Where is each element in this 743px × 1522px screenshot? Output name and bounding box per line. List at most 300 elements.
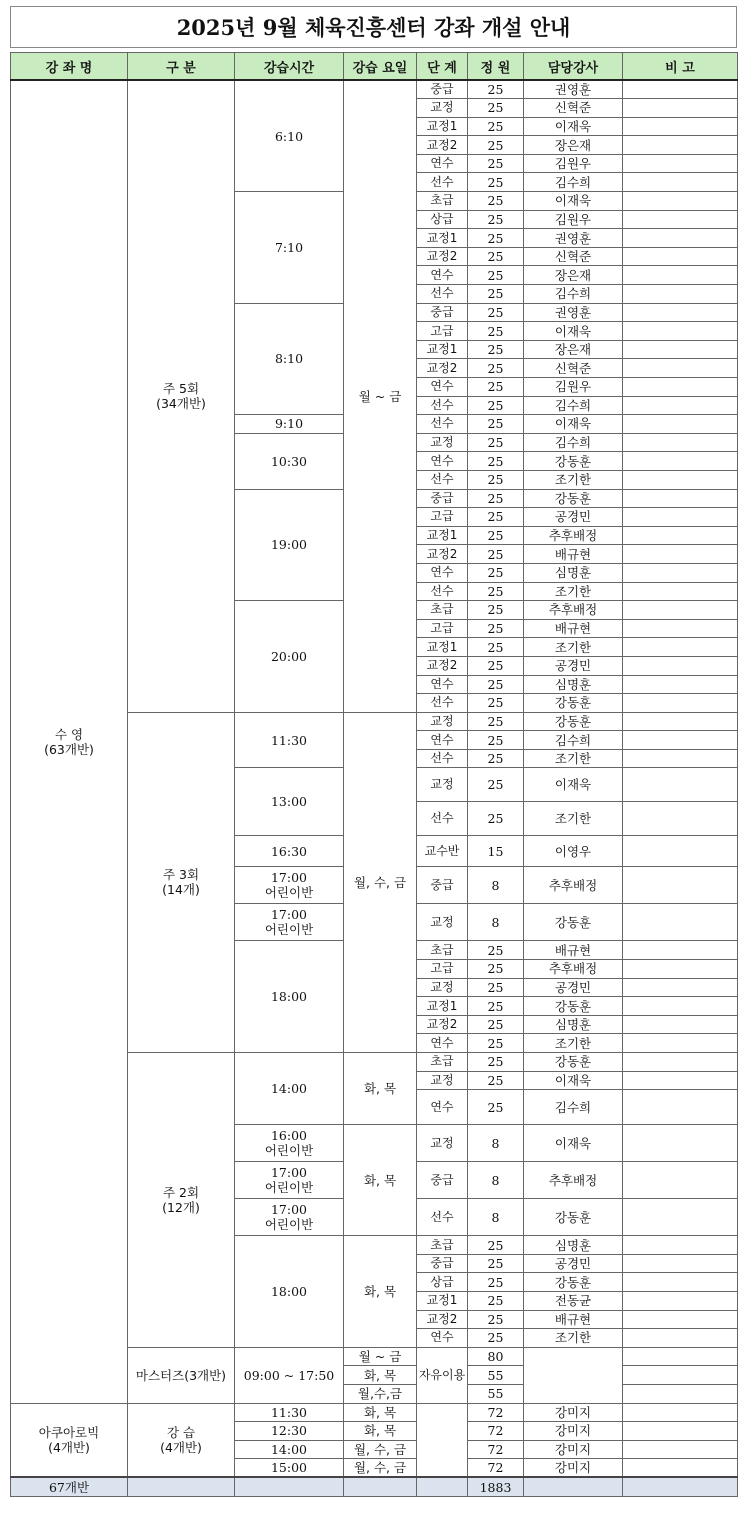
capacity-cell: 25 bbox=[468, 1034, 524, 1053]
level-cell: 교정 bbox=[417, 433, 468, 452]
level-cell: 선수 bbox=[417, 802, 468, 836]
note-cell bbox=[623, 904, 738, 941]
level-cell: 교정1 bbox=[417, 229, 468, 248]
time-cell: 17:00 어린이반 bbox=[235, 1162, 344, 1199]
note-cell bbox=[623, 1366, 738, 1385]
instructor-cell: 김수희 bbox=[524, 1090, 623, 1125]
note-cell bbox=[623, 1015, 738, 1034]
note-cell bbox=[623, 489, 738, 508]
instructor-cell: 강미지 bbox=[524, 1422, 623, 1441]
day-cell: 월,수,금 bbox=[344, 1384, 417, 1403]
time-cell: 7:10 bbox=[235, 192, 344, 304]
time-cell: 16:00 어린이반 bbox=[235, 1125, 344, 1162]
time-cell: 9:10 bbox=[235, 415, 344, 434]
time-cell: 12:30 bbox=[235, 1422, 344, 1441]
total-row bbox=[11, 1477, 738, 1496]
level-cell: 중급 bbox=[417, 489, 468, 508]
note-cell bbox=[623, 978, 738, 997]
note-cell bbox=[623, 601, 738, 620]
level-cell: 교정 bbox=[417, 1071, 468, 1090]
capacity-cell: 25 bbox=[468, 1090, 524, 1125]
capacity-cell: 72 bbox=[468, 1403, 524, 1422]
capacity-cell: 25 bbox=[468, 638, 524, 657]
capacity-cell: 25 bbox=[468, 656, 524, 675]
note-cell bbox=[623, 941, 738, 960]
instructor-cell: 심명훈 bbox=[524, 563, 623, 582]
level-cell: 교정 bbox=[417, 904, 468, 941]
instructor-cell: 공경민 bbox=[524, 1254, 623, 1273]
capacity-cell: 25 bbox=[468, 154, 524, 173]
day-cell: 월 ~ 금 bbox=[344, 80, 417, 712]
empty-cell bbox=[417, 1477, 468, 1496]
instructor-cell: 김수희 bbox=[524, 173, 623, 192]
note-cell bbox=[623, 749, 738, 768]
capacity-cell: 25 bbox=[468, 978, 524, 997]
capacity-cell: 25 bbox=[468, 601, 524, 620]
note-cell bbox=[623, 1125, 738, 1162]
instructor-cell: 권영훈 bbox=[524, 303, 623, 322]
time-cell: 20:00 bbox=[235, 601, 344, 713]
instructor-cell: 이재욱 bbox=[524, 1125, 623, 1162]
level-cell: 교정 bbox=[417, 99, 468, 118]
capacity-cell: 25 bbox=[468, 619, 524, 638]
note-cell bbox=[623, 247, 738, 266]
note-cell bbox=[623, 1459, 738, 1478]
instructor-cell: 강동훈 bbox=[524, 489, 623, 508]
day-cell: 월 ~ 금 bbox=[344, 1347, 417, 1366]
note-cell bbox=[623, 229, 738, 248]
class-schedule-table bbox=[10, 52, 738, 1497]
level-cell: 교수반 bbox=[417, 836, 468, 867]
note-cell bbox=[623, 1403, 738, 1422]
course-type-cell: 주 2회 (12개) bbox=[128, 1053, 235, 1348]
capacity-cell: 25 bbox=[468, 433, 524, 452]
note-cell bbox=[623, 1254, 738, 1273]
instructor-cell: 김수희 bbox=[524, 433, 623, 452]
level-cell: 초급 bbox=[417, 941, 468, 960]
note-cell bbox=[623, 802, 738, 836]
capacity-cell: 25 bbox=[468, 489, 524, 508]
instructor-cell: 강동훈 bbox=[524, 997, 623, 1016]
level-cell: 교정2 bbox=[417, 247, 468, 266]
instructor-cell: 조기한 bbox=[524, 470, 623, 489]
level-cell: 중급 bbox=[417, 867, 468, 904]
level-cell: 교정2 bbox=[417, 1310, 468, 1329]
time-cell: 17:00 어린이반 bbox=[235, 867, 344, 904]
instructor-cell: 강동훈 bbox=[524, 1273, 623, 1292]
level-cell: 초급 bbox=[417, 601, 468, 620]
time-cell: 18:00 bbox=[235, 1236, 344, 1348]
capacity-cell: 25 bbox=[468, 941, 524, 960]
instructor-cell: 배규현 bbox=[524, 1310, 623, 1329]
capacity-cell: 25 bbox=[468, 1053, 524, 1072]
level-cell: 교정1 bbox=[417, 117, 468, 136]
instructor-cell: 이재욱 bbox=[524, 768, 623, 802]
time-cell: 15:00 bbox=[235, 1459, 344, 1478]
note-cell bbox=[623, 1071, 738, 1090]
instructor-cell: 강동훈 bbox=[524, 904, 623, 941]
note-cell bbox=[623, 731, 738, 750]
instructor-cell: 조기한 bbox=[524, 582, 623, 601]
level-cell: 연수 bbox=[417, 563, 468, 582]
note-cell bbox=[623, 675, 738, 694]
capacity-cell: 25 bbox=[468, 582, 524, 601]
column-header: 비 고 bbox=[623, 53, 738, 81]
instructor-cell: 권영훈 bbox=[524, 229, 623, 248]
table-row bbox=[11, 80, 738, 99]
instructor-cell: 추후배정 bbox=[524, 960, 623, 979]
instructor-cell: 전동균 bbox=[524, 1292, 623, 1311]
capacity-cell: 25 bbox=[468, 1273, 524, 1292]
note-cell bbox=[623, 322, 738, 341]
empty-cell bbox=[524, 1477, 623, 1496]
instructor-cell: 이재욱 bbox=[524, 192, 623, 211]
note-cell bbox=[623, 582, 738, 601]
time-cell: 19:00 bbox=[235, 489, 344, 601]
capacity-cell: 25 bbox=[468, 749, 524, 768]
note-cell bbox=[623, 415, 738, 434]
level-cell: 중급 bbox=[417, 1162, 468, 1199]
instructor-cell: 배규현 bbox=[524, 941, 623, 960]
capacity-cell: 8 bbox=[468, 867, 524, 904]
level-cell: 연수 bbox=[417, 1329, 468, 1348]
capacity-cell: 25 bbox=[468, 1292, 524, 1311]
column-header: 정 원 bbox=[468, 53, 524, 81]
level-cell: 교정2 bbox=[417, 545, 468, 564]
capacity-cell: 25 bbox=[468, 712, 524, 731]
instructor-cell: 강미지 bbox=[524, 1459, 623, 1478]
level-cell: 교정2 bbox=[417, 1015, 468, 1034]
capacity-cell: 25 bbox=[468, 731, 524, 750]
capacity-cell: 15 bbox=[468, 836, 524, 867]
level-cell: 중급 bbox=[417, 303, 468, 322]
instructor-cell: 김수희 bbox=[524, 731, 623, 750]
instructor-cell: 김수희 bbox=[524, 285, 623, 304]
note-cell bbox=[623, 1034, 738, 1053]
instructor-cell: 이영우 bbox=[524, 836, 623, 867]
instructor-cell: 심명훈 bbox=[524, 1236, 623, 1255]
note-cell bbox=[623, 768, 738, 802]
capacity-cell: 25 bbox=[468, 768, 524, 802]
note-cell bbox=[623, 1329, 738, 1348]
instructor-cell: 김수희 bbox=[524, 396, 623, 415]
instructor-cell: 배규현 bbox=[524, 619, 623, 638]
note-cell bbox=[623, 266, 738, 285]
instructor-cell: 권영훈 bbox=[524, 80, 623, 99]
level-cell: 초급 bbox=[417, 1053, 468, 1072]
level-cell: 중급 bbox=[417, 80, 468, 99]
note-cell bbox=[623, 1440, 738, 1459]
column-header: 강습시간 bbox=[235, 53, 344, 81]
instructor-cell: 강미지 bbox=[524, 1403, 623, 1422]
instructor-cell: 추후배정 bbox=[524, 867, 623, 904]
course-type-cell: 마스터즈(3개반) bbox=[128, 1347, 235, 1403]
note-cell bbox=[623, 1292, 738, 1311]
level-cell: 선수 bbox=[417, 173, 468, 192]
level-cell: 선수 bbox=[417, 396, 468, 415]
level-cell: 교정2 bbox=[417, 136, 468, 155]
level-cell: 교정2 bbox=[417, 359, 468, 378]
level-cell: 교정1 bbox=[417, 526, 468, 545]
note-cell bbox=[623, 136, 738, 155]
time-cell: 14:00 bbox=[235, 1053, 344, 1125]
note-cell bbox=[623, 1090, 738, 1125]
level-cell: 초급 bbox=[417, 1236, 468, 1255]
instructor-cell: 장은재 bbox=[524, 136, 623, 155]
level-cell: 교정 bbox=[417, 712, 468, 731]
instructor-cell: 조기한 bbox=[524, 638, 623, 657]
note-cell bbox=[623, 1384, 738, 1403]
note-cell bbox=[623, 359, 738, 378]
capacity-cell: 55 bbox=[468, 1384, 524, 1403]
capacity-cell: 72 bbox=[468, 1422, 524, 1441]
note-cell bbox=[623, 619, 738, 638]
note-cell bbox=[623, 997, 738, 1016]
level-cell: 교정 bbox=[417, 978, 468, 997]
time-cell: 09:00 ~ 17:50 bbox=[235, 1347, 344, 1403]
note-cell bbox=[623, 210, 738, 229]
capacity-cell: 72 bbox=[468, 1440, 524, 1459]
instructor-cell: 장은재 bbox=[524, 266, 623, 285]
instructor-cell: 추후배정 bbox=[524, 1162, 623, 1199]
instructor-cell: 이재욱 bbox=[524, 322, 623, 341]
instructor-cell: 강동훈 bbox=[524, 452, 623, 471]
capacity-cell: 8 bbox=[468, 1125, 524, 1162]
level-cell: 고급 bbox=[417, 322, 468, 341]
note-cell bbox=[623, 285, 738, 304]
capacity-cell: 25 bbox=[468, 415, 524, 434]
level-cell: 자유이용 bbox=[417, 1347, 468, 1403]
course-type-cell: 주 3회 (14개) bbox=[128, 712, 235, 1052]
time-cell: 10:30 bbox=[235, 433, 344, 489]
note-cell bbox=[623, 1347, 738, 1366]
note-cell bbox=[623, 638, 738, 657]
note-cell bbox=[623, 192, 738, 211]
capacity-cell: 25 bbox=[468, 960, 524, 979]
time-cell: 13:00 bbox=[235, 768, 344, 836]
instructor-cell: 조기한 bbox=[524, 1329, 623, 1348]
instructor-cell: 추후배정 bbox=[524, 601, 623, 620]
course-type-cell: 주 5회 (34개반) bbox=[128, 80, 235, 712]
level-cell: 중급 bbox=[417, 1254, 468, 1273]
capacity-cell: 25 bbox=[468, 1015, 524, 1034]
note-cell bbox=[623, 173, 738, 192]
capacity-cell: 25 bbox=[468, 359, 524, 378]
capacity-cell: 80 bbox=[468, 1347, 524, 1366]
capacity-cell: 25 bbox=[468, 694, 524, 713]
instructor-cell: 신혁준 bbox=[524, 247, 623, 266]
note-cell bbox=[623, 340, 738, 359]
capacity-cell: 25 bbox=[468, 1254, 524, 1273]
level-cell: 교정 bbox=[417, 1125, 468, 1162]
instructor-cell bbox=[524, 1347, 623, 1403]
table-row bbox=[11, 1403, 738, 1422]
capacity-cell: 8 bbox=[468, 1199, 524, 1236]
note-cell bbox=[623, 1236, 738, 1255]
capacity-cell: 25 bbox=[468, 266, 524, 285]
course-name-cell: 아쿠아로빅 (4개반) bbox=[11, 1403, 128, 1477]
instructor-cell: 공경민 bbox=[524, 978, 623, 997]
instructor-cell: 심명훈 bbox=[524, 675, 623, 694]
instructor-cell: 추후배정 bbox=[524, 526, 623, 545]
level-cell: 선수 bbox=[417, 694, 468, 713]
capacity-cell: 25 bbox=[468, 675, 524, 694]
note-cell bbox=[623, 303, 738, 322]
note-cell bbox=[623, 526, 738, 545]
note-cell bbox=[623, 396, 738, 415]
instructor-cell: 신혁준 bbox=[524, 99, 623, 118]
note-cell bbox=[623, 867, 738, 904]
instructor-cell: 이재욱 bbox=[524, 117, 623, 136]
note-cell bbox=[623, 80, 738, 99]
capacity-cell: 25 bbox=[468, 117, 524, 136]
day-cell: 월, 수, 금 bbox=[344, 712, 417, 1052]
level-cell: 연수 bbox=[417, 1034, 468, 1053]
note-cell bbox=[623, 563, 738, 582]
note-cell bbox=[623, 960, 738, 979]
instructor-cell: 김원우 bbox=[524, 154, 623, 173]
level-cell: 고급 bbox=[417, 508, 468, 527]
note-cell bbox=[623, 1422, 738, 1441]
course-type-cell: 강 습 (4개반) bbox=[128, 1403, 235, 1477]
level-cell: 연수 bbox=[417, 154, 468, 173]
level-cell: 교정1 bbox=[417, 340, 468, 359]
day-cell: 화, 목 bbox=[344, 1236, 417, 1348]
capacity-cell: 25 bbox=[468, 210, 524, 229]
level-cell: 선수 bbox=[417, 470, 468, 489]
instructor-cell: 김원우 bbox=[524, 210, 623, 229]
capacity-cell: 25 bbox=[468, 802, 524, 836]
note-cell bbox=[623, 470, 738, 489]
capacity-cell: 25 bbox=[468, 1071, 524, 1090]
instructor-cell: 공경민 bbox=[524, 508, 623, 527]
instructor-cell: 강동훈 bbox=[524, 694, 623, 713]
capacity-cell: 25 bbox=[468, 545, 524, 564]
capacity-cell: 25 bbox=[468, 1310, 524, 1329]
column-header: 담당강사 bbox=[524, 53, 623, 81]
capacity-cell: 25 bbox=[468, 322, 524, 341]
instructor-cell: 조기한 bbox=[524, 802, 623, 836]
time-cell: 6:10 bbox=[235, 80, 344, 192]
instructor-cell: 강동훈 bbox=[524, 1053, 623, 1072]
instructor-cell: 심명훈 bbox=[524, 1015, 623, 1034]
capacity-cell: 55 bbox=[468, 1366, 524, 1385]
note-cell bbox=[623, 712, 738, 731]
note-cell bbox=[623, 508, 738, 527]
note-cell bbox=[623, 836, 738, 867]
time-cell: 14:00 bbox=[235, 1440, 344, 1459]
note-cell bbox=[623, 1199, 738, 1236]
level-cell: 선수 bbox=[417, 285, 468, 304]
capacity-cell: 8 bbox=[468, 904, 524, 941]
page-title: 2025년 9월 체육진흥센터 강좌 개설 안내 bbox=[10, 6, 737, 48]
note-cell bbox=[623, 433, 738, 452]
level-cell: 선수 bbox=[417, 749, 468, 768]
capacity-cell: 8 bbox=[468, 1162, 524, 1199]
day-cell: 화, 목 bbox=[344, 1403, 417, 1422]
instructor-cell: 이재욱 bbox=[524, 415, 623, 434]
note-cell bbox=[623, 378, 738, 397]
time-cell: 11:30 bbox=[235, 712, 344, 768]
note-cell bbox=[623, 117, 738, 136]
level-cell: 교정1 bbox=[417, 638, 468, 657]
level-cell: 연수 bbox=[417, 675, 468, 694]
total-classes-cell: 67개반 bbox=[11, 1477, 128, 1496]
day-cell: 월, 수, 금 bbox=[344, 1440, 417, 1459]
time-cell: 17:00 어린이반 bbox=[235, 1199, 344, 1236]
empty-cell bbox=[128, 1477, 235, 1496]
empty-cell bbox=[623, 1477, 738, 1496]
note-cell bbox=[623, 545, 738, 564]
column-header: 강습 요일 bbox=[344, 53, 417, 81]
note-cell bbox=[623, 1053, 738, 1072]
capacity-cell: 25 bbox=[468, 173, 524, 192]
time-cell: 17:00 어린이반 bbox=[235, 904, 344, 941]
level-cell bbox=[417, 1403, 468, 1477]
instructor-cell: 공경민 bbox=[524, 656, 623, 675]
instructor-cell: 신혁준 bbox=[524, 359, 623, 378]
column-header: 단 계 bbox=[417, 53, 468, 81]
time-cell: 18:00 bbox=[235, 941, 344, 1053]
capacity-cell: 25 bbox=[468, 80, 524, 99]
level-cell: 고급 bbox=[417, 960, 468, 979]
level-cell: 선수 bbox=[417, 582, 468, 601]
capacity-cell: 25 bbox=[468, 229, 524, 248]
level-cell: 선수 bbox=[417, 415, 468, 434]
total-capacity-cell: 1883 bbox=[468, 1477, 524, 1496]
capacity-cell: 25 bbox=[468, 340, 524, 359]
note-cell bbox=[623, 452, 738, 471]
note-cell bbox=[623, 1310, 738, 1329]
level-cell: 연수 bbox=[417, 1090, 468, 1125]
capacity-cell: 25 bbox=[468, 136, 524, 155]
level-cell: 초급 bbox=[417, 192, 468, 211]
instructor-cell: 배규현 bbox=[524, 545, 623, 564]
column-header: 강 좌 명 bbox=[11, 53, 128, 81]
day-cell: 화, 목 bbox=[344, 1125, 417, 1236]
capacity-cell: 25 bbox=[468, 378, 524, 397]
capacity-cell: 25 bbox=[468, 563, 524, 582]
note-cell bbox=[623, 694, 738, 713]
table-header-row bbox=[11, 53, 738, 81]
capacity-cell: 25 bbox=[468, 247, 524, 266]
note-cell bbox=[623, 1273, 738, 1292]
capacity-cell: 25 bbox=[468, 1236, 524, 1255]
level-cell: 고급 bbox=[417, 619, 468, 638]
level-cell: 연수 bbox=[417, 266, 468, 285]
day-cell: 화, 목 bbox=[344, 1422, 417, 1441]
column-header: 구 분 bbox=[128, 53, 235, 81]
capacity-cell: 25 bbox=[468, 303, 524, 322]
level-cell: 교정1 bbox=[417, 1292, 468, 1311]
time-cell: 11:30 bbox=[235, 1403, 344, 1422]
instructor-cell: 조기한 bbox=[524, 1034, 623, 1053]
capacity-cell: 25 bbox=[468, 99, 524, 118]
empty-cell bbox=[344, 1477, 417, 1496]
time-cell: 16:30 bbox=[235, 836, 344, 867]
capacity-cell: 25 bbox=[468, 285, 524, 304]
level-cell: 교정2 bbox=[417, 656, 468, 675]
capacity-cell: 25 bbox=[468, 452, 524, 471]
capacity-cell: 72 bbox=[468, 1459, 524, 1478]
capacity-cell: 25 bbox=[468, 470, 524, 489]
instructor-cell: 김원우 bbox=[524, 378, 623, 397]
level-cell: 연수 bbox=[417, 378, 468, 397]
capacity-cell: 25 bbox=[468, 508, 524, 527]
instructor-cell: 강동훈 bbox=[524, 1199, 623, 1236]
instructor-cell: 조기한 bbox=[524, 749, 623, 768]
note-cell bbox=[623, 1162, 738, 1199]
